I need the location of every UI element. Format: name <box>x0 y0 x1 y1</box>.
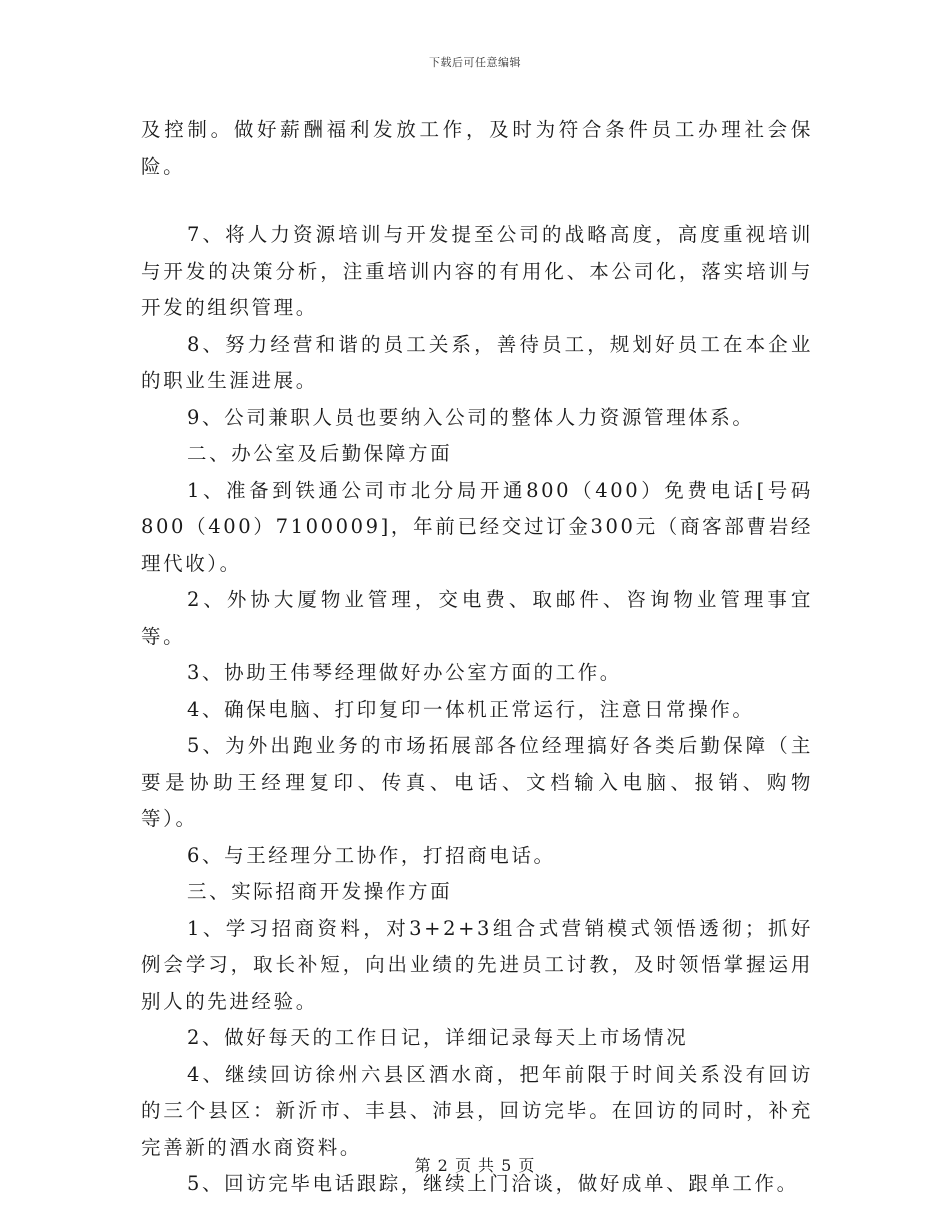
paragraph-investment-4: 4、继续回访徐州六县区酒水商，把年前限于时间关系没有回访的三个县区：新沂市、丰县、沛县，回访完毕。在回访的同时，补充完善新的酒水商资料。 <box>141 1062 813 1159</box>
page-footer: 第 2 页 共 5 页 <box>414 1156 536 1175</box>
paragraph-office-4: 4、确保电脑、打印复印一体机正常运行，注意日常操作。 <box>187 697 755 721</box>
paragraph-continuation: 及控制。做好薪酬福利发放工作，及时为符合条件员工办理社会保险。 <box>141 118 813 178</box>
paragraph-investment-1: 1、学习招商资料，对3+2+3组合式营销模式领悟透彻；抓好例会学习，取长补短，向出业绩的先进员工讨教，及时领悟掌握运用别人的先进经验。 <box>141 916 813 1013</box>
section-heading-investment: 三、实际招商开发操作方面 <box>187 880 453 903</box>
paragraph-investment-2: 2、做好每天的工作日记，详细记录每天上市场情况 <box>187 1026 689 1049</box>
paragraph-gap <box>141 185 813 217</box>
paragraph-item-7: 7、将人力资源培训与开发提至公司的战略高度，高度重视培训与开发的决策分析，注重培训内容的有用化、本公司化，落实培训与开发的组织管理。 <box>141 223 813 319</box>
paragraph-item-9: 9、公司兼职人员也要纳入公司的整体人力资源管理体系。 <box>187 405 755 429</box>
page-header: 下载后可任意编辑 <box>429 56 521 69</box>
paragraph-item-8: 8、努力经营和谐的员工关系，善待员工，规划好员工在本企业的职业生涯进展。 <box>141 332 813 392</box>
paragraph-office-2: 2、外协大厦物业管理，交电费、取邮件、咨询物业管理事宜等。 <box>141 588 813 648</box>
paragraph-office-5: 5、为外出跑业务的市场拓展部各位经理搞好各类后勤保障（主要是协助王经理复印、传真、电话、文档输入电脑、报销、购物等）。 <box>141 734 813 830</box>
paragraph-office-3: 3、协助王伟琴经理做好办公室方面的工作。 <box>187 661 622 684</box>
paragraph-office-6: 6、与王经理分工协作，打招商电话。 <box>187 843 556 867</box>
paragraph-office-1: 1、准备到铁通公司市北分局开通800（400）免费电话[号码800（400）7100009]，年前已经交过订金300元（商客部曹岩经理代收）。 <box>141 478 813 575</box>
document-body <box>141 112 813 1203</box>
paragraph-investment-5: 5、回访完毕电话跟踪，继续上门洽谈，做好成单、跟单工作。 <box>187 1172 799 1195</box>
section-heading-office: 二、办公室及后勤保障方面 <box>187 442 453 465</box>
